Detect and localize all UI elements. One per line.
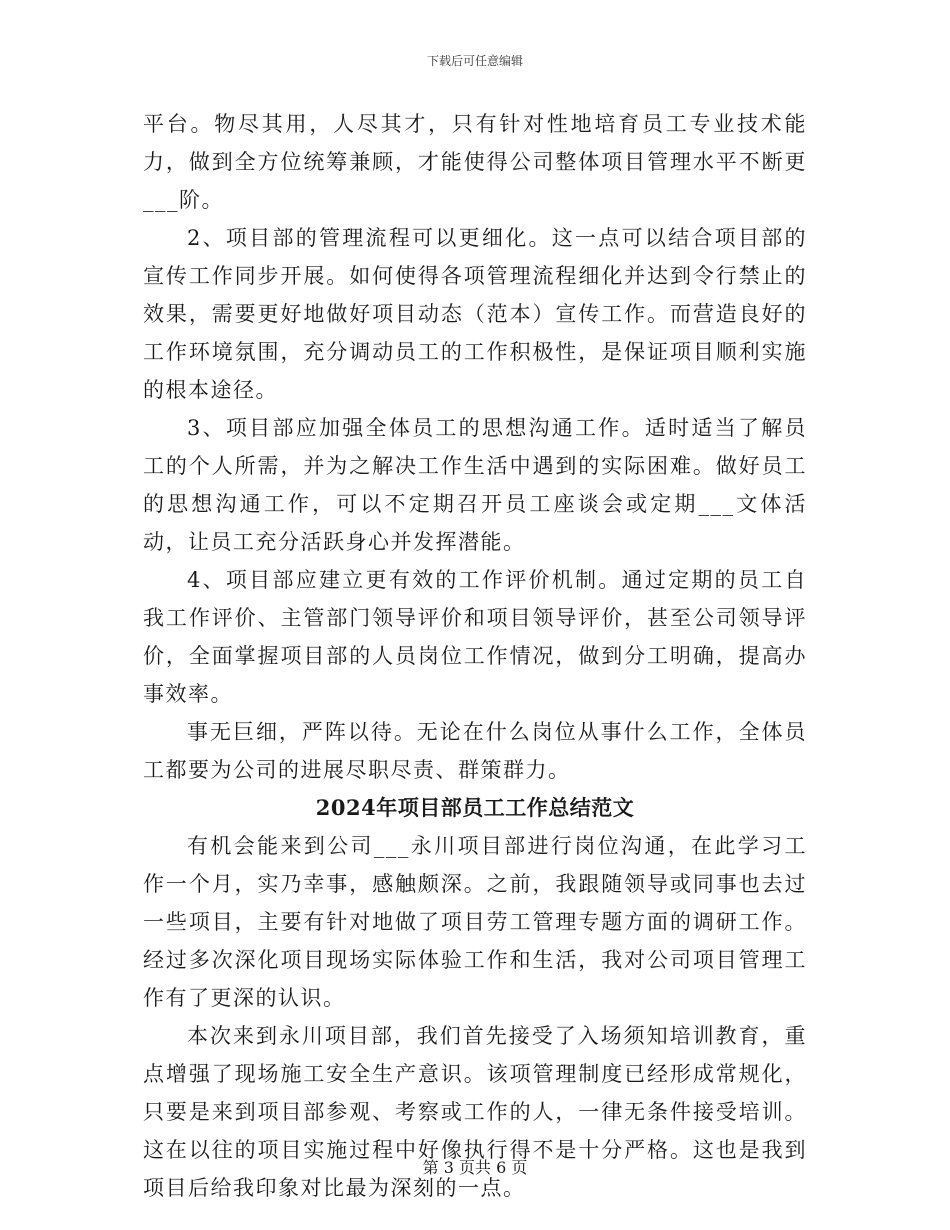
paragraph-3: 3、项目部应加强全体员工的思想沟通工作。适时适当了解员工的个人所需，并为之解决工作生活中遇到的实际困难。做好员工的思想沟通工作，可以不定期召开员工座谈会或定期___文体活动，让员工充分活跃身心并发挥潜能。 <box>143 416 807 554</box>
document-body <box>143 105 807 1207</box>
paragraph-5: 事无巨细，严阵以待。无论在什么岗位从事什么工作，全体员工都要为公司的进展尽职尽责、群策群力。 <box>143 720 807 782</box>
paragraph-4: 4、项目部应建立更有效的工作评价机制。通过定期的员工自我工作评价、主管部门领导评价和项目领导评价，甚至公司领导评价，全面掌握项目部的人员岗位工作情况，做到分工明确，提高办事效率。 <box>143 568 807 706</box>
page-header: 下载后可任意编辑 <box>426 54 523 68</box>
section-title: 2024年项目部员工工作总结范文 <box>315 795 635 820</box>
paragraph-7: 本次来到永川项目部，我们首先接受了入场须知培训教育，重点增强了现场施工安全生产意识。该项管理制度已经形成常规化，只要是来到项目部参观、考察或工作的人，一律无条件接受培训。这在以往的项目实施过程中好像执行得不是十分严格。这也是我到项目后给我印象对比最为深刻的一点。 <box>143 1024 807 1200</box>
paragraph-2: 2、项目部的管理流程可以更细化。这一点可以结合项目部的宣传工作同步开展。如何使得各项管理流程细化并达到令行禁止的效果，需要更好地做好项目动态（范本）宣传工作。而营造良好的工作环境氛围，充分调动员工的工作积极性，是保证项目顺利实施的根本途径。 <box>143 226 807 402</box>
paragraph-1: 平台。物尽其用，人尽其才，只有针对性地培育员工专业技术能力，做到全方位统筹兼顾，才能使得公司整体项目管理水平不断更___阶。 <box>143 112 807 212</box>
page-number: 第 3 页共 6 页 <box>422 1158 528 1177</box>
paragraph-6: 有机会能来到公司___永川项目部进行岗位沟通，在此学习工作一个月，实乃幸事，感触颇深。之前，我跟随领导或同事也去过一些项目，主要有针对地做了项目劳工管理专题方面的调研工作。经过多次深化项目现场实际体验工作和生活，我对公司项目管理工作有了更深的认识。 <box>143 834 807 1010</box>
